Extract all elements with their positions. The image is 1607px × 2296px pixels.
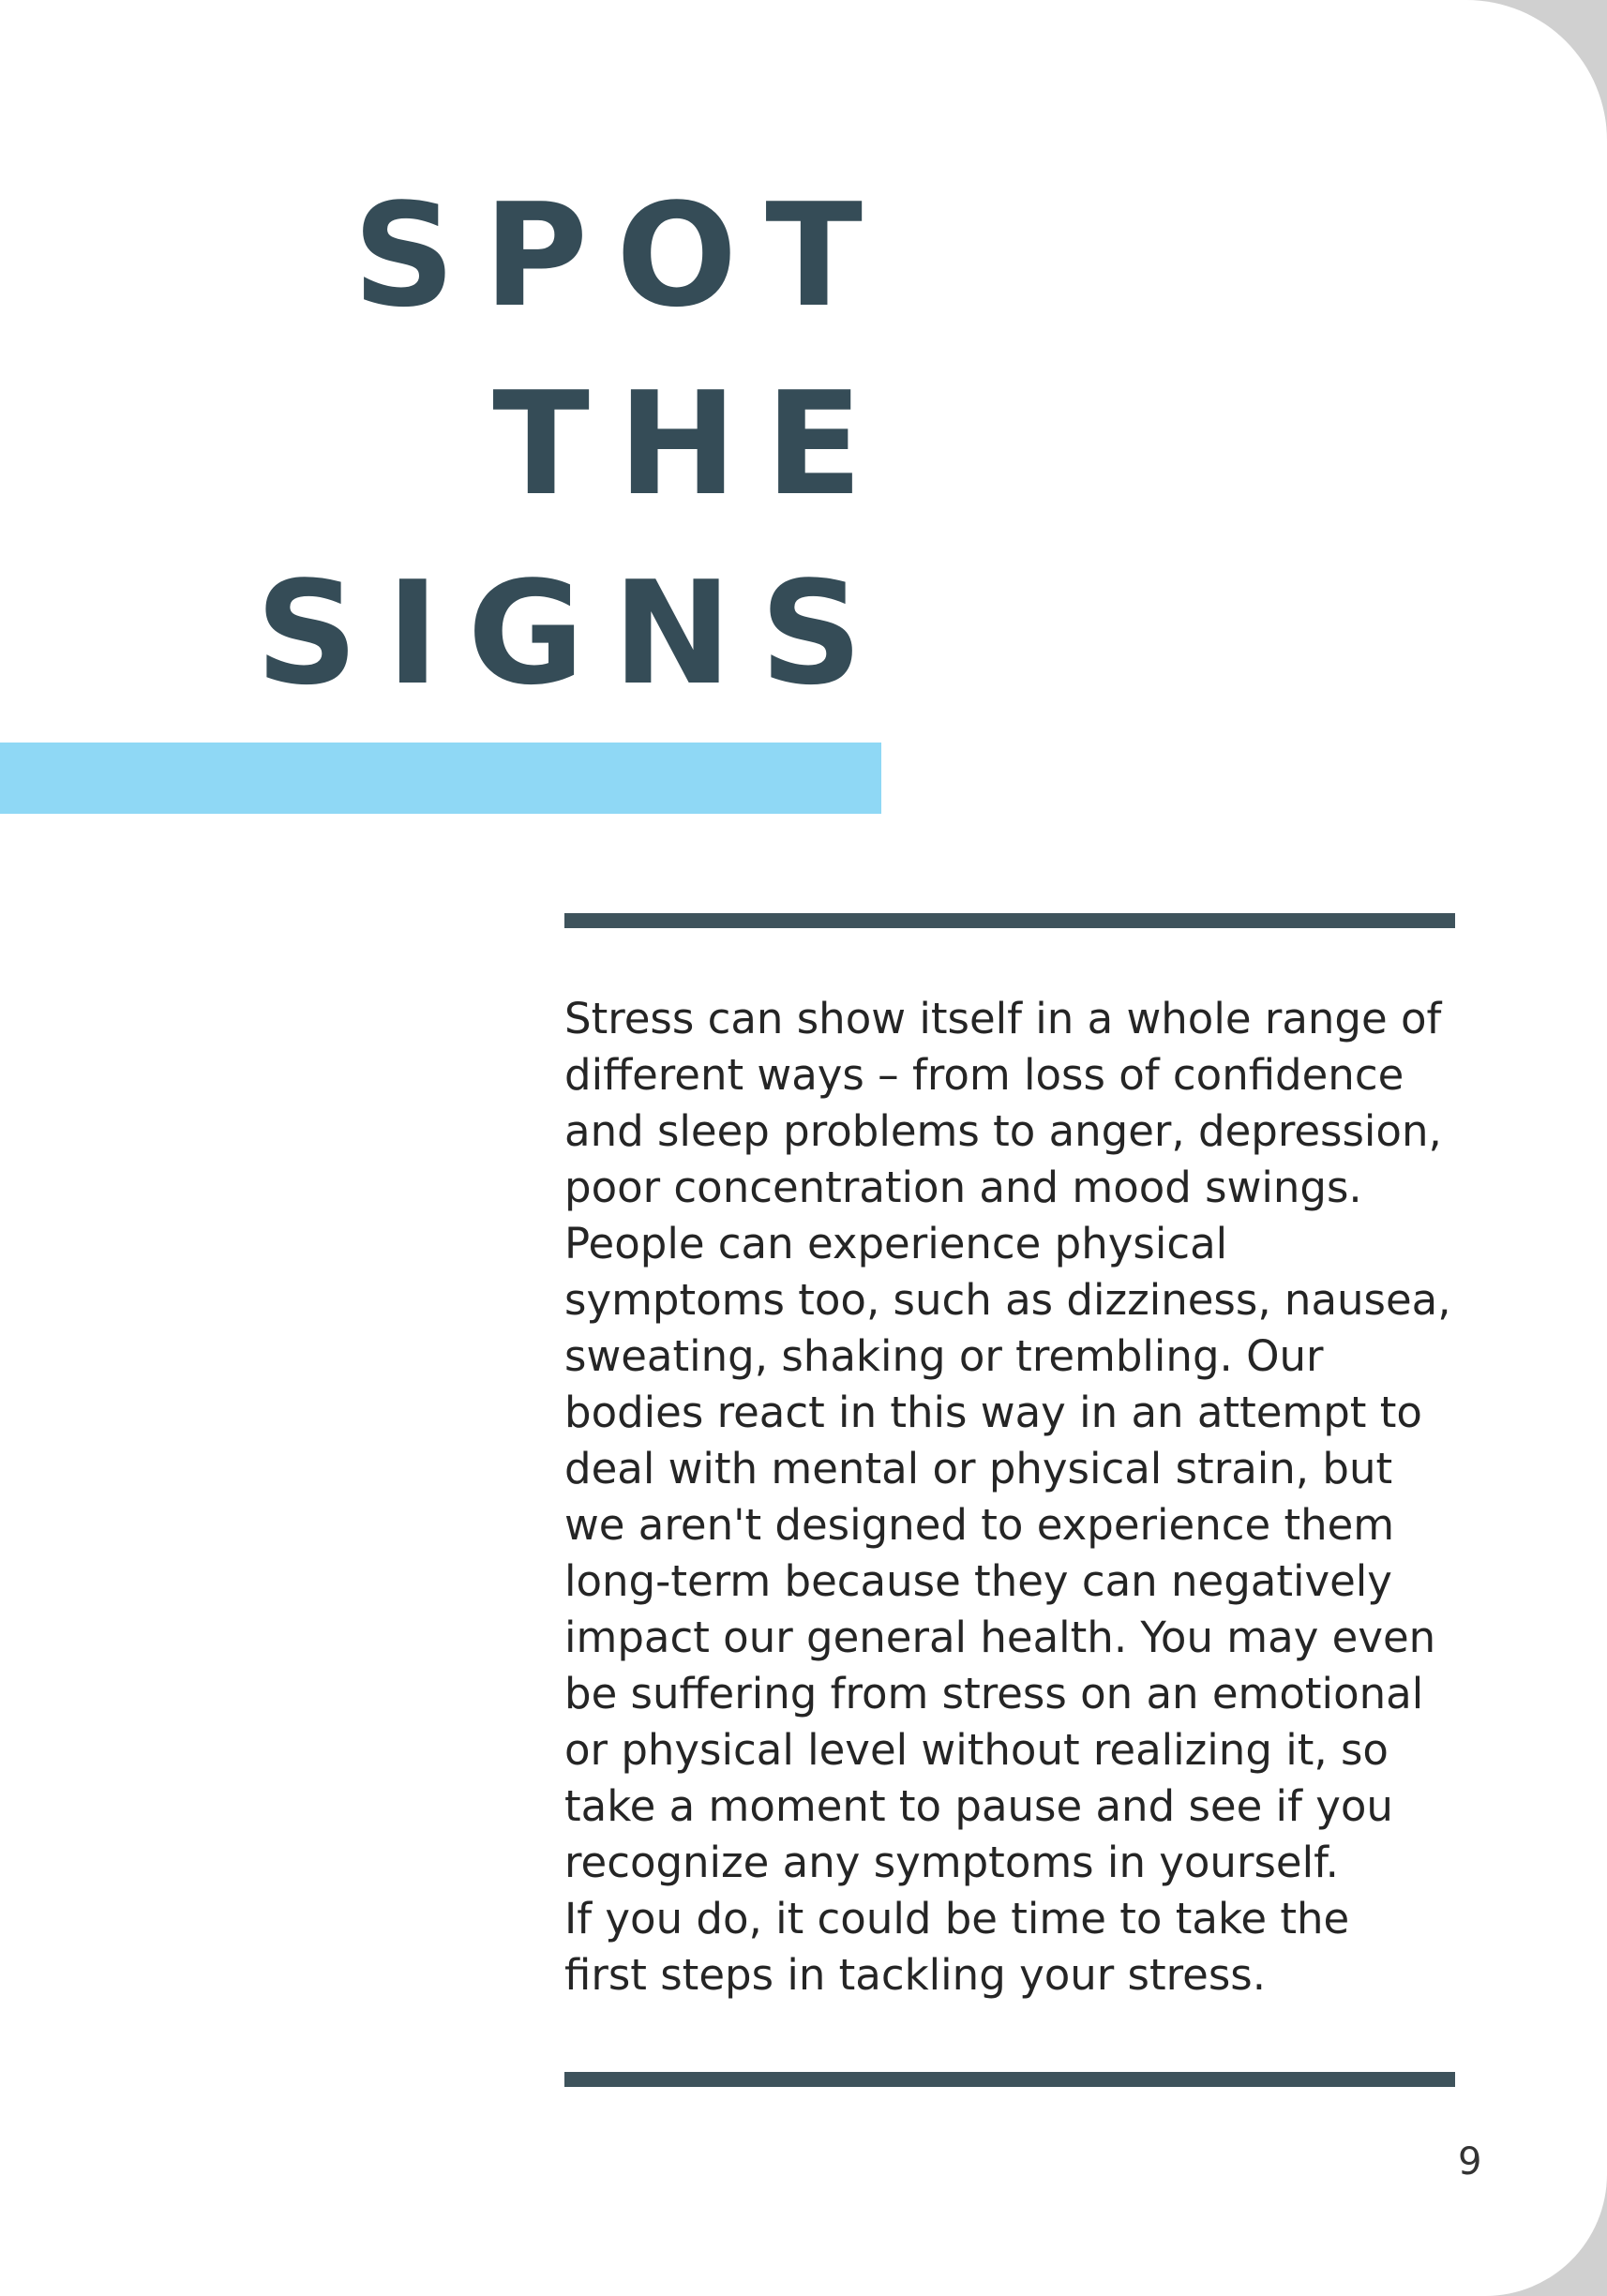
body-line: People can experience physical (564, 1219, 1228, 1268)
body-line: deal with mental or physical strain, but (564, 1444, 1393, 1493)
accent-bar (0, 743, 881, 814)
body-line: different ways – from loss of confidence (564, 1050, 1404, 1100)
body-paragraph (564, 991, 1502, 2003)
body-line: poor concentration and mood swings. (564, 1163, 1362, 1212)
top-divider (564, 913, 1455, 928)
body-line: be suffering from stress on an emotional (564, 1669, 1424, 1718)
page-number: 9 (1458, 2140, 1482, 2183)
bottom-divider (564, 2072, 1455, 2087)
body-line: impact our general health. You may even (564, 1613, 1436, 1662)
title-line-2: THE (492, 361, 891, 527)
body-line: bodies react in this way in an attempt to (564, 1388, 1422, 1437)
body-line: first steps in tackling your stress. (564, 1950, 1267, 2000)
body-line: and sleep problems to anger, depression, (564, 1106, 1442, 1156)
body-line: long-term because they can negatively (564, 1556, 1392, 1606)
body-line: sweating, shaking or trembling. Our (564, 1331, 1324, 1381)
body-line: or physical level without realizing it, so (564, 1725, 1389, 1775)
body-line: Stress can show itself in a whole range of (564, 994, 1442, 1043)
body-line: recognize any symptoms in yourself. (564, 1838, 1339, 1887)
body-line: take a moment to pause and see if you (564, 1781, 1393, 1831)
body-line: symptoms too, such as dizziness, nausea, (564, 1275, 1451, 1325)
title-line-1: SPOT (353, 173, 891, 338)
title-line-3: SIGNS (255, 550, 891, 716)
body-line: we aren't designed to experience them (564, 1500, 1395, 1550)
body-line: If you do, it could be time to take the (564, 1894, 1350, 1943)
